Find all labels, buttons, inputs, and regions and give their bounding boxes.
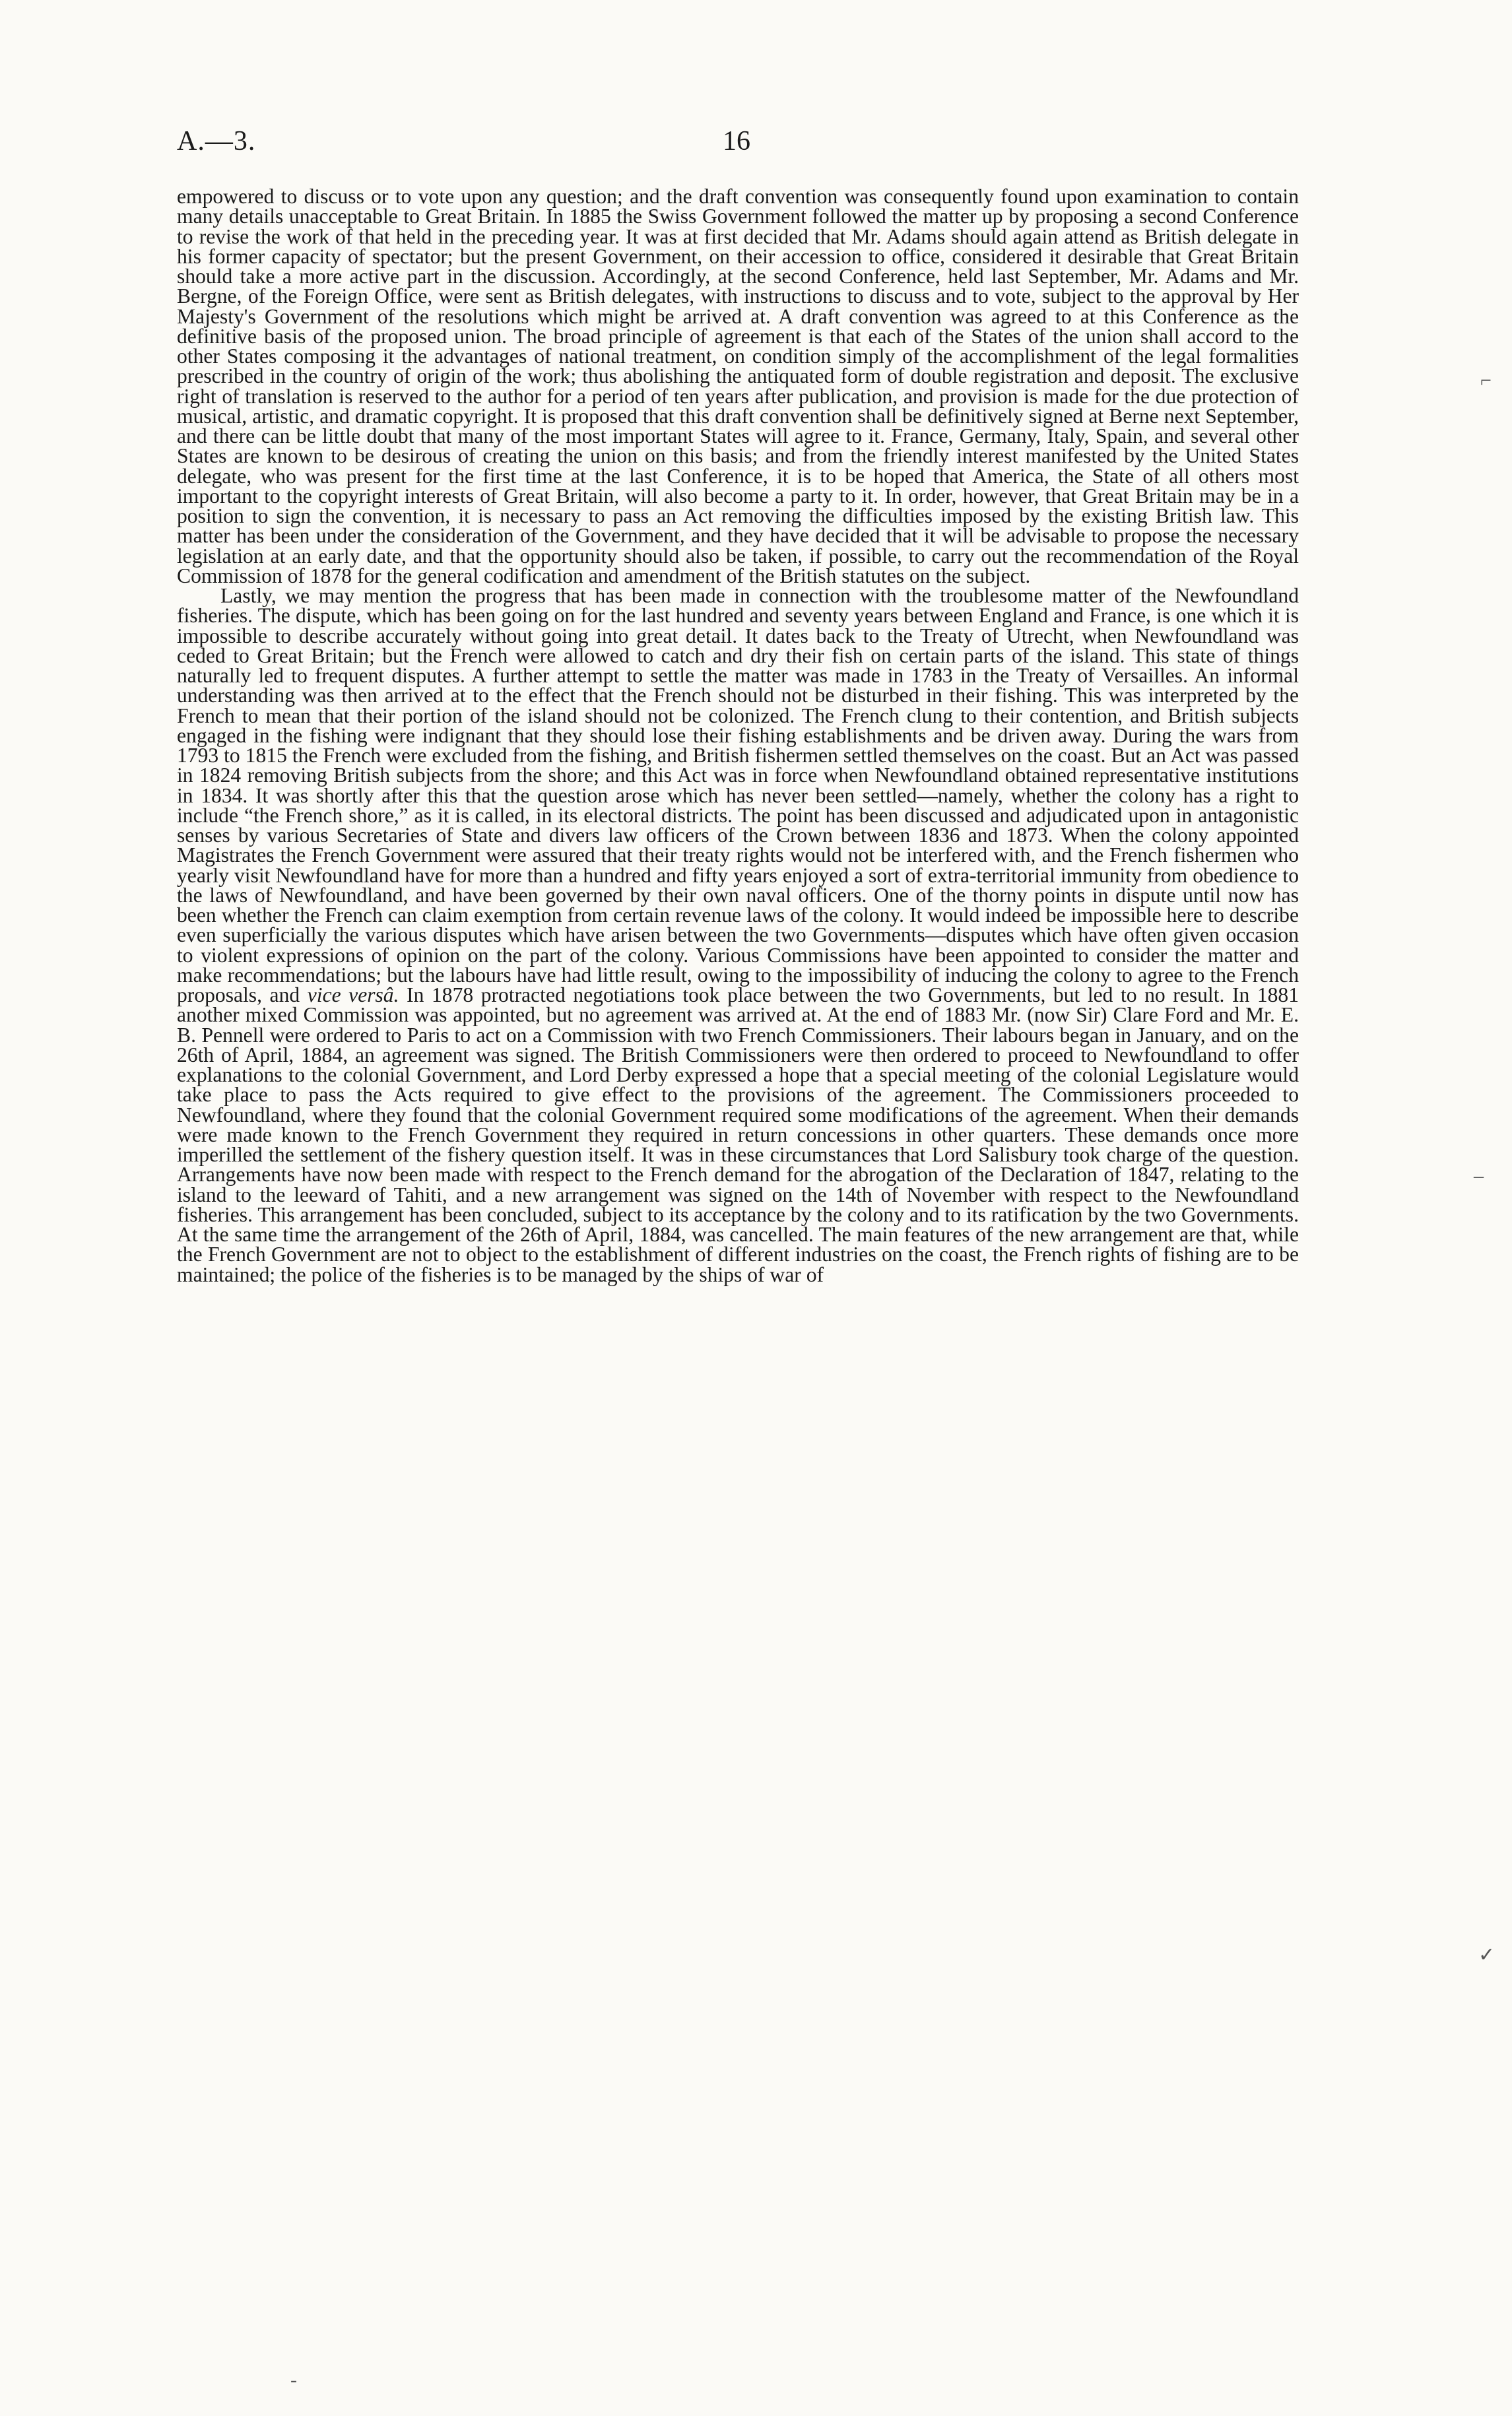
paragraph-text-part-1: Lastly, we may mention the progress that has been made in connection with the troublesome matter of the Newfoundland fisheries. The dispute, which has been going on for the last hundred and seventy years between England and France, is one which it is impossible to describe accurately without going into great detail. It dates back to the Treaty of Utrecht, when Newfoundland was ceded to Great Britain; but the French were allowed to catch and dry their fish on certain parts of the island. This state of things naturally led to frequent disputes. A further attempt to settle the matter was made in 1783 in the Treaty of Versailles. An informal understanding was then arrived at to the effect that the French should not be disturbed in their fishing. This was interpreted by the French to mean that their portion of the island should not be colonized. The French clung to their contention, and British subjects engaged in the fishing were indignant that they should lose their fishing establishments and be driven away. During the wars from 1793 to 1815 the French were excluded from the fishing, and British fishermen settled themselves on the coast. But an Act was passed in 1824 removing British subjects from the shore; and this Act was in force when Newfoundland obtained representative institutions in 1834. It was shortly after this that the question arose which has never been settled—namely, whether the colony has a right to include “the French shore,” as it is called, in its electoral districts. The point has been discussed and adjudicated upon in antagonistic senses by various Secretaries of State and divers law officers of the Crown between 1836 and 1873. When the colony appointed Magistrates the French Government were assured that their treaty rights would not be interfered with, and the French fishermen who yearly visit Newfoundland have for more than a hundred and fifty years enjoyed a sort of extra-territorial immunity from obedience to the laws of Newfoundland, and have been governed by their own naval officers. One of the thorny points in dispute until now has been whether the French can claim exemption from certain revenue laws of the colony. It would indeed be impossible here to describe even superficially the various disputes which have arisen between the two Governments—disputes which have often given occasion to violent expressions of opinion on the part of the colony. Various Commissions have been appointed to consider the matter and make recommendations; but the labours have had little result, owing to the impossibility of inducing the colony to agree to the French proposals, and [177, 584, 1299, 1006]
paragraph-text-part-2: In 1878 protracted negotiations took place between the two Governments, but led to no result. In 1881 another mixed Commission was appointed, but no agreement was arrived at. At the end of 1883 Mr. (now Sir) Clare Ford and Mr. E. B. Pennell were ordered to Paris to act on a Commission with two French Commissioners. Their labours began in January, and on the 26th of April, 1884, an agreement was signed. The British Commissioners were then ordered to proceed to Newfoundland to offer explanations to the colonial Government, and Lord Derby expressed a hope that a special meeting of the colonial Legislature would take place to pass the Acts required to give effect to the provisions of the agreement. The Commissioners proceeded to Newfoundland, where they found that the colonial Government required some modifications of the agreement. When their demands were made known to the French Government they required in return concessions in other quarters. These demands once more imperilled the settlement of the fishery question itself. It was in these circumstances that Lord Salisbury took charge of the question. Arrangements have now been made with respect to the French demand for the abrogation of the Declaration of 1847, relating to the island to the leeward of Tahiti, and a new arrangement was signed on the 14th of November with respect to the Newfoundland fisheries. This arrangement has been concluded, subject to its acceptance by the colony and to its ratification by the two Governments. At the same time the arrangement of the 26th of April, 1884, was cancelled. The main features of the new arrangement are that, while the French Government are not to object to the establishment of different industries on the coast, the French rights of fishing are to be maintained; the police of the fisheries is to be managed by the ships of war of [177, 983, 1299, 1286]
margin-mark: - [290, 2369, 297, 2391]
margin-mark: ⌐ [1480, 370, 1492, 391]
page-number: 16 [723, 126, 750, 156]
margin-mark: – [1474, 1165, 1484, 1187]
body-text [177, 187, 1299, 1285]
page-header [177, 125, 1299, 165]
paragraph-newfoundland-fisheries [177, 586, 1299, 1285]
italic-phrase: vice versâ. [307, 983, 399, 1006]
paragraph-copyright-convention: empowered to discuss or to vote upon any question; and the draft convention was consequently found upon examination to contain many details unacceptable to Great Britain. In 1885 the Swiss Government followed the matter up by proposing a second Conference to revise the work of that held in the preceding year. It was at first decided that Mr. Adams should again attend as British delegate in his former capacity of spectator; but the present Government, on their accession to office, considered it desirable that Great Britain should take a more active part in the discussion. Accordingly, at the second Conference, held last September, Mr. Adams and Mr. Bergne, of the Foreign Office, were sent as British delegates, with instructions to discuss and to vote, subject to the approval by Her Majesty's Government of the resolutions which might be arrived at. A draft convention was agreed to at this Conference as the definitive basis of the proposed union. The broad principle of agreement is that each of the States of the union shall accord to the other States composing it the advantages of national treatment, on condition simply of the accomplishment of the legal formalities prescribed in the country of origin of the work; thus abolishing the antiquated form of double registration and deposit. The exclusive right of translation is reserved to the author for a period of ten years after publication, and provision is made for the due protection of musical, artistic, and dramatic copyright. It is proposed that this draft convention shall be definitively signed at Berne next September, and there can be little doubt that many of the most important States will agree to it. France, Germany, Italy, Spain, and several other States are known to be desirous of creating the union on this basis; and from the friendly interest manifested by the United States delegate, who was present for the first time at the last Conference, it is to be hoped that America, the State of all others most important to the copyright interests of Great Britain, will also become a party to it. In order, however, that Great Britain may be in a position to sign the convention, it is necessary to pass an Act removing the difficulties imposed by the existing British law. This matter has been under the consideration of the Government, and they have decided that it will be advisable to propose the necessary legislation at an early date, and that the opportunity should also be taken, if possible, to carry out the recommendation of the Royal Commission of 1878 for the general codification and amendment of the British statutes on the subject. [177, 185, 1299, 587]
margin-mark: ✓ [1478, 1944, 1496, 1966]
document-reference: A.—3. [177, 126, 256, 156]
